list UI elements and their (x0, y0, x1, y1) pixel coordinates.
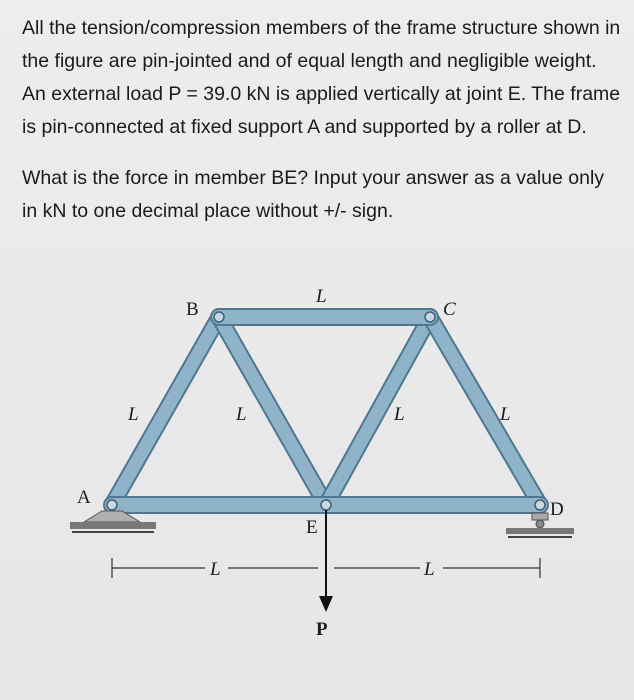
joint-label-D: D (550, 499, 564, 520)
pin-support-A-icon (70, 511, 156, 532)
truss-figure (0, 270, 634, 690)
pin-D-icon (535, 500, 545, 510)
dimension-label-right: L (424, 559, 435, 580)
joint-label-E: E (306, 517, 318, 538)
question-text (22, 12, 622, 228)
question-prompt: What is the force in member BE? Input your answer as a value only in kN to one decimal place without +/- sign. (22, 167, 605, 222)
joint-label-A: A (77, 487, 91, 508)
pin-B-icon (214, 312, 224, 322)
problem-statement: All the tension/compression members of the frame structure shown in the figure are pin-jointed and of equal length and negligible weight. An external load P = 39.0 kN is applied vertically at joint E. The frame is pin-connected at fixed support A and supported by a roller at D. (22, 17, 621, 138)
load-label-P: P (316, 619, 328, 640)
pin-C-icon (425, 312, 435, 322)
member-CD (430, 317, 540, 505)
truss-members (112, 317, 540, 505)
member-label-AB: L (128, 404, 139, 425)
member-EC (326, 317, 430, 505)
pin-A-icon (107, 500, 117, 510)
joint-label-B: B (186, 299, 199, 320)
member-label-BC: L (316, 286, 327, 307)
member-label-CD: L (500, 404, 511, 425)
member-label-BE: L (236, 404, 247, 425)
member-label-EC: L (394, 404, 405, 425)
dimension-label-left: L (210, 559, 221, 580)
load-arrow-icon (319, 510, 333, 612)
joint-label-C: C (443, 299, 456, 320)
pin-E-icon (321, 500, 331, 510)
roller-support-D-icon (506, 513, 574, 537)
